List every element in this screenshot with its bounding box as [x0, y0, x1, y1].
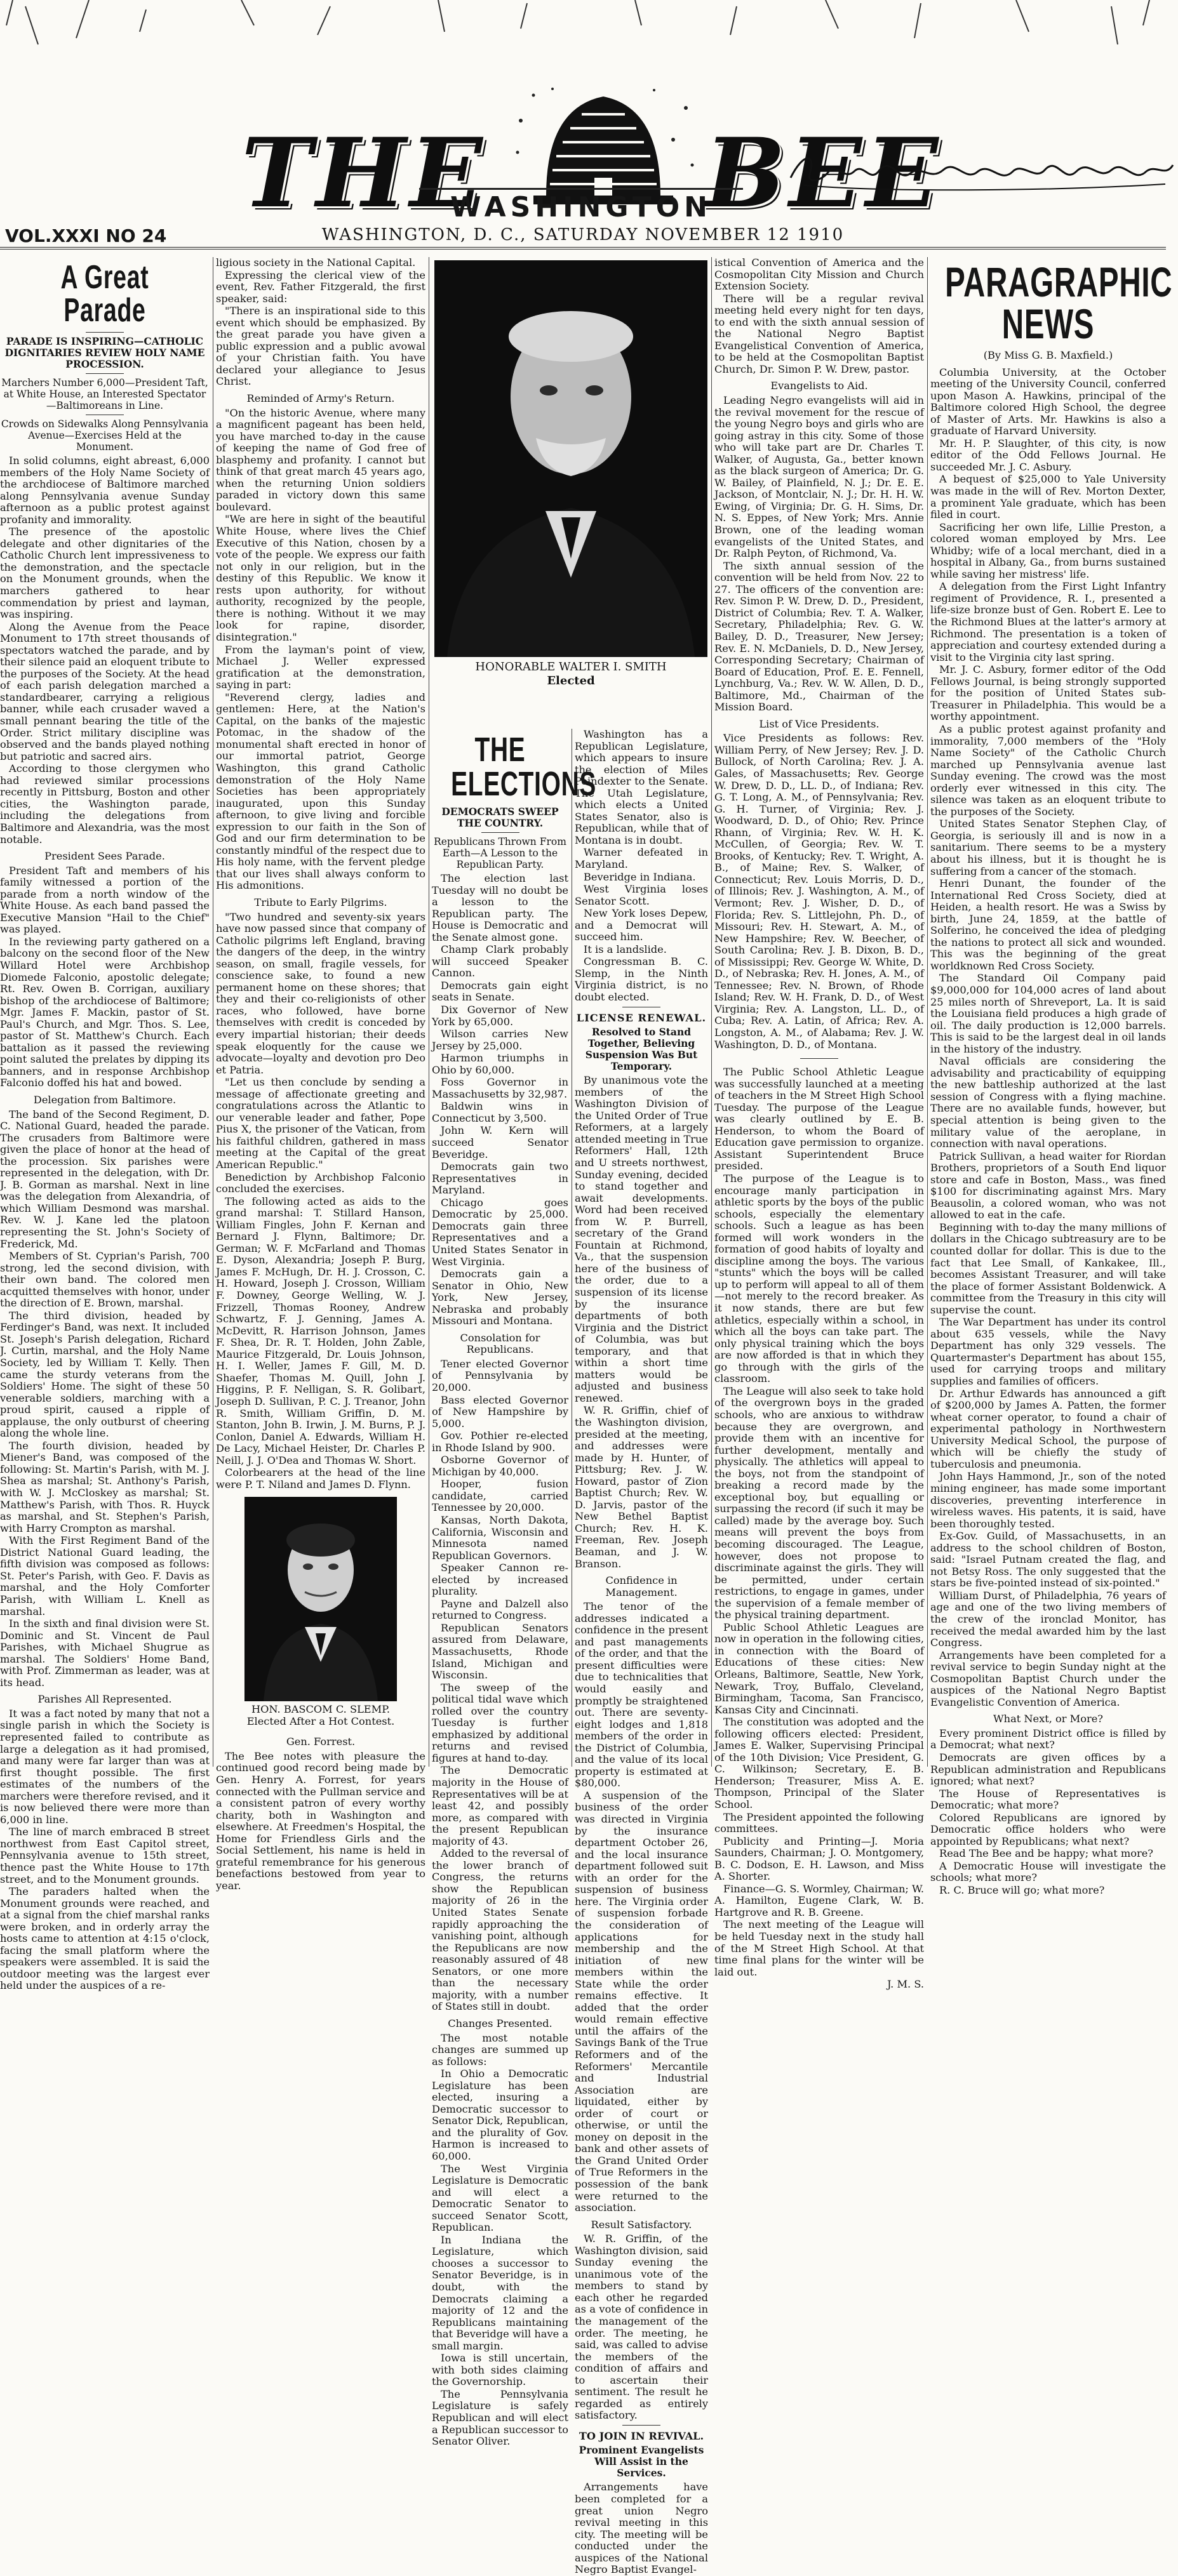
paragraph: The Standard Oil Company paid $9,000,000 for 104,000 acres of land about 25 miles north of Shreveport, La. It is said the Louisiana field produces a high grade of oil. The daily production is 12,000 barrels. This is said to be the largest deal in oil lands in the history of the industry.: [930, 972, 1166, 1055]
paragraph: Dix Governor of New York by 65,000.: [432, 1004, 568, 1028]
subheading: Parishes All Represented.: [37, 1693, 172, 1706]
paragraph: John Hays Hammond, Jr., son of the noted mining engineer, has made some important discoveries, preventing interference in wireless waves. His patents, it is said, have been thoroughly tested.: [930, 1470, 1166, 1530]
paragraph: Benediction by Archbishop Falconio concluded the exercises.: [216, 1171, 425, 1195]
paragraph: W. R. Griffin, of the Washington division, said Sunday evening the unanimous vote of the members to stand by each other he regarded as a vote of confidence in the management of the order. The meeting, he said, was called to advise the members of the condition of affairs and to ascertain their sentiment. The result he regarded as entirely satisfactory.: [575, 2233, 708, 2422]
paragraph: The purpose of the League is to encourage manly participation in athletic sports by the boys of the public schools, especially the elementary schools. Such a league as has been formed will work wonders in the formation of good habits of loyalty and discipline among the boys. The various "stunts" which the boys will be called up to perform will appeal to all of them—not merely to the record breaker. As it now stands, there are but few athletics, especially within a school, in which all the boys can take part. The only physical training which the boys are now afforded is that in which they go through with the girls of the classroom.: [714, 1172, 924, 1385]
paragraph: Along the Avenue from the Peace Monument to 17th street thousands of spectators watched the parade, and by their silence paid an eloquent tribute to the purposes of the Society. At the head of each parish delegation marched a standardbearer, carrying a religious banner, while each crusader waved a small pennant bearing the title of the Order. Strict military discipline was observed and the bands played nothing but patriotic and sacred airs.: [0, 620, 210, 762]
paragraph: Dr. Arthur Edwards has announced a gift of $200,000 by James A. Patten, the former wheat corner operator, to found a chair of experimental pathology in Northwestern University Medical School, the purpose of which will be chiefly the study of tuberculosis and pneumonia.: [930, 1387, 1166, 1470]
subheading: List of Vice Presidents.: [759, 717, 880, 730]
paragraph: Kansas, North Dakota, California, Wisconsin and Minnesota named Republican Governors.: [432, 1513, 568, 1562]
paragraph: New York loses Depew, and a Democrat will succeed him.: [575, 907, 708, 943]
stray-ink-marks: [0, 0, 1166, 76]
paragraph: Added to the reversal of the lower branch of Congress, the returns show the Republican majority of 26 in the United States Senate rapidly approaching the vanishing point, although the Republicans are now reasonably assured of 48 Senators, or one more than the necessary majority, with a number of States still in doubt.: [432, 1847, 568, 2013]
paragraph: "On the historic Avenue, where many a magnificent pageant has been held, you have marched to-day in the cause of keeping the name of God free of blasphemy and profanity. I cannot but think of that great march 45 years ago, when the returning Union soldiers paraded in victory down this same boulevard.: [216, 406, 425, 513]
divider: [622, 2425, 660, 2426]
divider: [86, 373, 124, 374]
paragraph: Republican Senators assured from Delaware, Massachusetts, Rhode Island, Michigan and Wisconsin.: [432, 1621, 568, 1682]
byline: (By Miss G. B. Maxfield.): [983, 349, 1113, 361]
headline: THE ELECTIONS: [451, 731, 597, 803]
paragraph: The fourth division, headed by Miener's Band, was composed of the following: St. Martin's Parish, with M. J. Shea as marshal; St. Anthony's Parish, with W. J. McCloskey as marshal; St. Matthew's Parish, with Thos. R. Huyck as marshal, and St. Stephen's Parish, with Harry Crompton as marshal.: [0, 1439, 210, 1534]
paragraph: Iowa is still uncertain, with both sides claiming the Governorship.: [432, 2352, 568, 2388]
paragraph: According to those clergymen who had reviewed similar processions recently in Pittsburg, Boston and other cities, the Washington parade, including the delegations from Baltimore and Alexandria, was the most notable.: [0, 762, 210, 846]
deck: Prominent Evangelists Will Assist in the Services.: [579, 2444, 704, 2480]
paragraph: The House of Representatives is Democratic; what more?: [930, 1787, 1166, 1812]
paragraph: The third division, headed by Ferdinger's Band, was next. It included St. Joseph's Parish delegation, Richard J. Curtin, marshal, and the Holy Name Society, led by William T. Kelly. Then came the sturdy veterans from the Soldiers' Home. The sight of these 50 venerable soldiers, marching with a proud spirit, caused a ripple of applause, the only outburst of cheering along the whole line.: [0, 1309, 210, 1440]
paragraph: The Pennsylvania Legislature is safely Republican and will elect a Republican successor to Senator Oliver.: [432, 2387, 568, 2448]
paragraph: Gov. Pothier re-elected in Rhode Island by 900.: [432, 1430, 568, 1454]
paragraph: Patrick Sullivan, a head waiter for Riordan Brothers, proprietors of a South End liquor store and cafe in Boston, Mass., was fined $100 for discriminating against Mrs. Mary Beausolin, a colored woman, who was not allowed to eat in the cafe.: [930, 1150, 1166, 1221]
headline: A Great Parade: [60, 259, 149, 329]
paragraph: In the reviewing party gathered on a balcony on the second floor of the New Willard Hotel were Archbishop Diomede Falconio, apostolic delegate; Rt. Rev. Owen B. Corrigan, auxiliary bishop of the archdiocese of Baltimore; Mgr. James F. Mackin, pastor of St. Paul's Church, and Mgr. Thos. S. Lee, pastor of St. Matthew's Church. Each battalion as it passed the reviewing point saluted the prelates by dipping its banners, and in response Archbishop Falconio doffed his hat and bowed.: [0, 935, 210, 1089]
paragraph: Harmon triumphs in Ohio by 60,000.: [432, 1052, 568, 1076]
paragraph: Tener elected Governor of Pennsylvania by 20,000.: [432, 1357, 568, 1393]
portrait-caption-name: HONORABLE WALTER I. SMITH: [475, 660, 667, 674]
paragraph: "Reverend clergy, ladies and gentlemen: Here, at the Nation's Capital, on the banks of the majestic Potomac, in the shadow of the monumental shaft erected in honor of our immortal patriot, George Washington, this grand Catholic demonstration of the Holy Name Societies has been appropriately inaugurated, upon this Sunday afternoon, to give living and forcible expression to our faith in the Son of God and our firm determination to be constantly mindful of the respect due to His holy name, with the fervent pledge that our lives shall always conform to His admonitions.: [216, 691, 425, 892]
paragraph: The election last Tuesday will no doubt be a lesson to the Republican party. The House is Democratic and the Senate almost gone.: [432, 872, 568, 943]
paragraph: The West Virginia Legislature is Democratic and will elect a Democratic Senator to succeed Senator Scott, Republican.: [432, 2162, 568, 2234]
paragraph: "There is an inspirational side to this event which should be emphasized. By the great parade you have given a public expression and a public avowal of your Christian faith. You have declared your allegiance to Jesus Christ.: [216, 305, 425, 388]
paragraph: Baldwin wins in Connecticut by 3,500.: [432, 1100, 568, 1124]
paragraph: Congressman B. C. Slemp, in the Ninth Virginia district, is no doubt elected.: [575, 955, 708, 1004]
paragraph: ligious society in the National Capital.: [216, 256, 416, 269]
paragraph: Mr. H. P. Slaughter, of this city, is now editor of the Odd Fellows Journal. He succeeded Mr. J. C. Asbury.: [930, 437, 1166, 473]
portrait-walter-smith-image: [434, 260, 707, 657]
paragraph: The line of march embraced B street northwest from East Capitol street, Pennsylvania avenue to 15th street, thence past the White House to 17th street, and to the Monument grounds.: [0, 1826, 210, 1885]
paragraph: It is a landslide.: [584, 943, 667, 955]
paragraph: The tenor of the addresses indicated a confidence in the present and past managements of the order, and that the present difficulties were due to technicalities that would easily and promptly be straightened out. There are seventy-eight lodges and 1,818 members of the order in the District of Columbia, and the value of its local property is estimated at $80,000.: [575, 1600, 708, 1789]
paragraph: "Two hundred and seventy-six years have now passed since that company of Catholic pilgrims left England, braving the dangers of the deep, in the wintry season, on small, fragile vessels, for conscience sake, to found a new permanent home on these shores; that they and their co-religionists of other races, who followed, have borne themselves with credit is conceded by every impartial historian; their deeds speak eloquently for the cause we advocate—loyalty and devotion pro Deo et Patria.: [216, 910, 425, 1076]
paragraph: By unanimous vote the members of the Washington Division of the United Order of True Reformers, at a largely attended meeting in True Reformers' Hall, 12th and U streets northwest, Sunday evening, decided to stand together and await developments. Word had been received from W. P. Burrell, secretary of the Grand Fountain at Richmond, Va., that the suspension here of the business of the order, due to a suspension of its license by the insurance departments of both Virginia and the District of Columbia, was but temporary, and that within a short time matters would be adjusted and business renewed.: [575, 1074, 708, 1404]
paragraph: Arrangements have been completed for a revival service to begin Sunday night at the Cosmopolitan Baptist Church under the auspices of the National Negro Baptist Evangelistic Convention of America.: [930, 1649, 1166, 1708]
paragraph: R. C. Bruce will go; what more?: [939, 1884, 1105, 1896]
paragraph: Democrats are given offices by a Republican administration and Republicans ignored; what next?: [930, 1751, 1166, 1788]
paragraph: The presence of the apostolic delegate and other dignitaries of the Catholic Church lent impressiveness to the demonstration, and the spectacle on the Monument grounds, when the marchers gathered to hear commendation by priest and layman, was inspiring.: [0, 526, 210, 621]
paragraph: In the sixth and final division were St. Dominic and St. Vincent de Paul Parishes, with Michael Shugrue as marshal. The Soldiers' Home Band, with Prof. Zimmerman as leader, was at its head.: [0, 1617, 210, 1689]
article-parade-continued: [216, 256, 425, 1892]
paragraph: Ex-Gov. Guild, of Massachusetts, in an address to the school children of Boston, said: "Israel Putnam created the flag, and not Betsy Ross. The only suggested that the stars be five-pointed instead of six-pointed.": [930, 1530, 1166, 1590]
paragraph: Warner defeated in Maryland.: [575, 846, 708, 871]
subheading: President Sees Parade.: [44, 850, 165, 863]
paragraph: The League will also seek to take hold of the overgrown boys in the graded schools, who are anxious to withdraw because they are overgrown, and provide them with an incentive for further development, mentally and physically. The athletics will appeal to the boys, not from the standpoint of breaking a record made by the exceptional boy, but equalling or surpassing the record (if such it may be called) made by the average boy. Such means will prevent the boys from becoming discouraged. The League, however, does not propose to discriminate against the girls. They will be permitted, under certain restrictions, to engage in games, under the supervision of a female member of the physical training department.: [714, 1384, 924, 1621]
paragraph: Naval officials are considering the advisability and practicability of equipping the new battleship authorized at the last session of Congress with a flying machine. There are no available funds, however, but special attention is being given to the military value of the aeroplane, in connection with naval operations.: [930, 1055, 1166, 1150]
paragraph: A suspension of the business of the order was directed in Virginia by the insurance department October 26, and the local insurance department followed suit with an order for the suspension of business here. The Virginia order of suspension forbade the consideration of applications for membership and the initiation of new members within the State while the order remains effective. It added that the order would remain effective until the affairs of the Savings Bank of the True Reformers and of the Reformers' Mercantile and Industrial Association are liquidated, either by order of court or otherwise, or until the money on deposit in the bank and other assets of the Grand United Order of True Reformers in the possession of the bank were returned to the association.: [575, 1789, 708, 2214]
paragraph: Chicago goes Democratic by 25,000. Democrats gain three Representatives and a United States Senator in West Virginia.: [432, 1196, 568, 1268]
paragraph: istical Convention of America and the Cosmopolitan City Mission and Church Extension Society.: [714, 256, 924, 293]
divider: [86, 332, 124, 333]
portrait-slemp-image: [244, 1497, 397, 1701]
paragraph: Osborne Governor of Michigan by 40,000.: [432, 1454, 568, 1478]
paragraph: William Durst, of Philadelphia, 76 years of age and one of the two living members of the crew of the ironclad Monitor, has received the medal awarded him by the last Congress.: [930, 1589, 1166, 1649]
author-initials: J. M. S.: [887, 1978, 924, 1991]
deck: Marchers Number 6,000—President Taft, at White House, an Interested Spectator—Baltimoreans in Line.: [1, 377, 208, 411]
article-revival-and-athletics: [714, 256, 924, 1991]
paragraph: Expressing the clerical view of the event, Rev. Father Fitzgerald, the first speaker, said:: [216, 269, 425, 305]
paragraph: A Democratic House will investigate the schools; what more?: [930, 1859, 1166, 1884]
paragraph: Beginning with to-day the many millions of dollars in the Chicago subtreasury are to be counted dollar for dollar. This is due to the fact that Lee Small, of Kankakee, Ill., becomes Assistant Treasurer, and will take the place of former Assistant Boldenwick. A committee from the Treasury in this city will supervise the count.: [930, 1221, 1166, 1316]
paragraph: "We are here in sight of the beautiful White House, where lives the Chief Executive of this Nation, chosen by a vote of the people. We express our faith not only in our religion, but in the destiny of this Republic. We know it rests upon authority, for without authority, recognized by the people, there is nothing. Without it we may look for rapine, disorder, disintegration.": [216, 513, 425, 643]
article-paragraphic-news: [930, 257, 1173, 1896]
subheading: Confidence in Management.: [605, 1574, 678, 1598]
paragraph: In solid columns, eight abreast, 6,000 members of the Holy Name Society of the archdiocese of Baltimore marched along Pennsylvania avenue Sunday afternoon as a public protest against profanity and immorality.: [0, 455, 210, 526]
paragraph: Democrats gain two Representatives in Maryland.: [432, 1160, 568, 1197]
article-great-parade: [0, 257, 210, 1992]
paragraph: Speaker Cannon re-elected by increased plurality.: [432, 1562, 568, 1598]
column-rule: [927, 257, 928, 1767]
paragraph: Beveridge in Indiana.: [584, 870, 696, 883]
subheading: Reminded of Army's Return.: [246, 392, 395, 405]
paragraph: From the layman's point of view, Michael J. Weller expressed gratification at the demonstration, saying in part:: [216, 643, 425, 691]
masthead-city: WASHINGTON: [419, 188, 743, 223]
paragraph: In Indiana the Legislature, which chooses a successor to Senator Beveridge, is in doubt, with the Democrats claiming a majority of 12 and the Republicans maintaining that Beveridge will have a small margin.: [432, 2233, 568, 2352]
paragraph: The band of the Second Regiment, D. C. National Guard, headed the parade. The crusaders from Baltimore were given the place of honor at the head of the procession. Six parishes were represented in the delegation, with Dr. J. B. Gorman as marshal. Next in line was the delegation from Alexandria, of which William Desmond was marshal. Rev. W. J. Kane led the platoon representing the St. John's Society of Frederick, Md.: [0, 1108, 210, 1250]
paragraph: Leading Negro evangelists will aid in the revival movement for the rescue of the young Negro boys and girls who are going astray in this city. Some of those who will take part are Dr. Charles T. Walker, of Augusta, Ga., better known as the black surgeon of America; Dr. G. W. Bailey, of Plainfield, N. J.; Dr. E. E. Jackson, of Montclair, N. J.; Dr. H. H. W. Ewing, of Virginia; Dr. G. H. Sims, Dr. N. S. Eppes, of New York; Mrs. Annie Brown, one of the leading woman evangelists of the United States, and Dr. Ralph Peyton, of Richmond, Va.: [714, 394, 924, 560]
divider: [481, 832, 519, 833]
portrait-caption: [434, 660, 707, 688]
article-the-elections: [432, 729, 597, 2448]
paragraph: The Democratic majority in the House of Representatives will be at least 42, and possibly more, as compared with the present Republican majority of 43.: [432, 1764, 568, 1847]
paragraph: W. R. Griffin, chief of the Washington division, presided at the meeting, and addresses were made by H. Hunter, of Pittsburg; Rev. J. W. Howard, pastor of Zion Baptist Church; Rev. W. D. Jarvis, pastor of the New Bethel Baptist Church; Rev. H. K. Freeman, Rev. Joseph Beaman, and J. W. Branson.: [575, 1404, 708, 1570]
headline: LICENSE RENEWAL.: [576, 1011, 707, 1024]
paragraph: "Let us then conclude by sending a message of affectionate greeting and congratulations across the Atlantic to our venerable leader and father, Pope Pius X, the prisoner of the Vatican, from his faithful children, gathered in mass meeting at the Capital of the great American Republic.": [216, 1076, 425, 1171]
subheading: Consolation for Republicans.: [460, 1331, 540, 1356]
paragraph: Foss Governor in Massachusetts by 32,987.: [432, 1076, 568, 1100]
paragraph: The most notable changes are summed up as follows:: [432, 2031, 568, 2068]
subheading: Tribute to Early Pilgrims.: [254, 896, 387, 908]
paragraph: The paraders halted when the Monument grounds were reached, and at a signal from the chief marshal ranks were broken, and in orderly array the hosts came to attention at 4:15 o'clock, facing the small platform where the speakers were assembled. It is said the outdoor meeting was the largest ever held under the auspices of a re-: [0, 1885, 210, 1992]
paragraph: Members of St. Cyprian's Parish, 700 strong, led the second division, with their own band. The colored men acquitted themselves with honor, under the direction of E. Brown, marshal.: [0, 1250, 210, 1310]
article-license-renewal: [575, 728, 708, 2576]
paragraph: There will be a regular revival meeting held every night for ten days, to end with the sixth annual session of the National Negro Baptist Evangelistical Convention of America, to be held at the Cosmopolitan Baptist Church, Dr. Simon P. W. Drew, pastor.: [714, 292, 924, 375]
paragraph: Sacrificing her own life, Lillie Preston, a colored woman employed by Mrs. Lee Whidby; wife of a local merchant, died in a hospital in Albany, Ga., from burns sustained while saving her mistress' life.: [930, 521, 1166, 580]
divider: [800, 1058, 838, 1059]
volume-number: VOL.XXXI NO 24: [5, 225, 167, 246]
masthead: [0, 0, 1166, 251]
paragraph: President Taft and members of his family witnessed a portion of the parade from a north window of the White House. As each band passed the Executive Mansion "Hail to the Chief" was played.: [0, 864, 210, 936]
paragraph: Champ Clark probably will succeed Speaker Cannon.: [432, 943, 568, 979]
deck: PARADE IS INSPIRING—CATHOLIC DIGNITARIES REVIEW HOLY NAME PROCESSION.: [4, 335, 205, 370]
deck: Republicans Thrown From Earth—A Lesson to the Republican Party.: [434, 836, 566, 870]
portrait-caption-sub: Elected: [547, 674, 595, 687]
paragraph: Democrats gain eight seats in Senate.: [432, 979, 568, 1004]
paragraph: United States Senator Stephen Clay, of Georgia, is seriously ill and is now in a sanitarium. There seems to be a mystery about his illness, but it is thought he is suffering from a cancer of the stomach.: [930, 818, 1166, 877]
subheading: Changes Presented.: [448, 2017, 552, 2029]
paragraph: West Virginia loses Senator Scott.: [575, 883, 708, 907]
paragraph: Vice Presidents as follows: Rev. William Perry, of New Jersey; Rev. J. D. Bullock, of North Carolina; Rev. J. A. Gales, of Massachusetts; Rev. George W. Drew, D. D., LL. D., of Indiana; Rev. G. T. Long, A. M., of Pennsylvania; Rev. G. H. Turner, of Virginia; Rev. J. Woodward, D. D., of Ohio; Rev. Prince Rhann, of Virginia; Rev. W. H. K. McCullen, of Georgia; Rev. W. T. Brooks, of Kentucky; Rev. T. Wright, A. B., of Maine; Rev. S. Walker, of Connecticut; Rev. Louis Morris, D. D., of Illinois; Rev. J. Washington, A. M., of Vermont; Rev. J. Wisher, D. D., of Florida; Rev. S. Littlejohn, Ph. D., of Missouri; Rev. H. Stewart, A. M., of New Hampshire; Rev. W. Beecher, of South Carolina; Rev. J. B. Dixon, B. D., of Mississippi; Rev. George W. White, D. D., of Nebraska; Rev. H. Jones, A. M., of Tennessee; Rev. N. Brown, of Rhode Island; Rev. W. H. Frank, D. D., of West Virginia; Rev. A. Langston, LL. D., of Cuba; Rev. A. Latin, of Africa; Rev. A. Longston, A. M., of Alabama; Rev. J. W. Washington, D. D., of Montana.: [714, 732, 924, 1051]
issue-date: WASHINGTON, D. C., SATURDAY NOVEMBER 12 1910: [321, 225, 845, 244]
paragraph: Columbia University, at the October meeting of the University Council, conferred upon Mason A. Hawkins, principal of the Baltimore colored High School, the degree of Master of Arts. Mr. Hawkins is also a graduate of Harvard University.: [930, 366, 1166, 437]
paragraph: In Ohio a Democratic Legislature has been elected, insuring a Democratic successor to Senator Dick, Republican, and the plurality of Gov. Harmon is increased to 60,000.: [432, 2068, 568, 2162]
subheading: Evangelists to Aid.: [770, 380, 868, 392]
paragraph: Henri Dunant, the founder of the International Red Cross Society, died at Heiden, a health resort. He was a Swiss by birth, June 24, 1859, at the battle of Solferino, he conceived the idea of pledging the nations to protect all sick and wounded. This was the beginning of the great worldknown Red Cross Society.: [930, 877, 1166, 972]
subheading: Delegation from Baltimore.: [33, 1093, 177, 1106]
paragraph: Finance—G. S. Wormley, Chairman; W. A. Hamilton, Eugene Clark, W. B. Hartgrove and R. B. Greene.: [714, 1882, 924, 1918]
subheading: Gen. Forrest.: [286, 1736, 356, 1748]
paragraph: The sixth annual session of the convention will be held from Nov. 22 to 27. The officers of the convention are: Rev. Simon P. W. Drew, D. D., President, District of Columbia; Rev. T. A. Walker, Secretary, Philadelphia; Rev. G. W. Bailey, D. D., Treasurer, New Jersey; Rev. E. N. McDaniels, D. D., New Jersey, Corresponding Secretary; Chairman of Board of Education, Prof. E. E. Fennell, Lynchburg, Va.; Rev. W. W. Allen, D. D., Baltimore, Md., Chairman of the Mission Board.: [714, 559, 924, 714]
paragraph: Washington has a Republican Legislature, which appears to insure the election of Miles Poindexter to the Senate. The Utah Legislature, which elects a United States Senator, also is Republican, while that of Montana is in doubt.: [575, 728, 708, 846]
paragraph: Public School Athletic Leagues are now in operation in the following cities, in connection with the Board of Educations of these cities: New Orleans, Baltimore, Seattle, New York, Newark, Troy, Buffalo, Cleveland, Birmingham, Tacoma, San Francisco, Kansas City and Cincinnati.: [714, 1621, 924, 1716]
paragraph: A bequest of $25,000 to Yale University was made in the will of Rev. Morton Dexter, a prominent Yale graduate, which has been filed in court.: [930, 473, 1166, 521]
paragraph: Wilson carries New Jersey by 25,000.: [432, 1028, 568, 1052]
dateline-bar: [0, 225, 1166, 249]
paragraph: Mr. J. C. Asbury, former editor of the Odd Fellows Journal, is being strongly supported for the position of United States sub-Treasurer in Philadelphia. This would be a worthy appointment.: [930, 663, 1166, 723]
paragraph: The constitution was adopted and the following officers elected: President, James E. Walker, Supervising Principal of the 10th Division; Vice President, G. C. Wilkinson; Secretary, E. B. Henderson; Treasurer, Miss A. E. Thompson, Principal of the Slater School.: [714, 1716, 924, 1810]
column-rule: [711, 257, 712, 1767]
subheading: What Next, or More?: [993, 1713, 1103, 1725]
paragraph: The next meeting of the League will be held Tuesday next in the study hall of the M Street High School. At that time final plans for the winter will be laid out.: [714, 1918, 924, 1978]
paragraph: Democrats gain a Senator in Ohio, New York, New Jersey, Nebraska and probably Missouri and Montana.: [432, 1268, 568, 1327]
paragraph: The sweep of the political tidal wave which rolled over the country Tuesday is further emphasized by additional returns and revised figures at hand to-day.: [432, 1681, 568, 1764]
paragraph: Colored Republicans are ignored by Democratic office holders who were appointed by Republicans; what next?: [930, 1811, 1166, 1847]
deck: Resolved to Stand Together, Believing Suspension Was But Temporary.: [585, 1026, 698, 1073]
paragraph: Hooper, fusion candidate, carried Tennessee by 20,000.: [432, 1478, 568, 1514]
headline: PARAGRAPHIC NEWS: [945, 258, 1173, 347]
paragraph: Colorbearers at the head of the line were P. T. Niland and James D. Flynn.: [216, 1466, 425, 1490]
paragraph: It was a fact noted by many that not a single parish in which the Society is represented failed to contribute as large a delegation as it had promised, and many were far larger than was at first thought possible. The first estimates of the numbers of the marchers were therefore revised, and it is now believed there were more than 6,000 in line.: [0, 1707, 210, 1826]
paragraph: Payne and Dalzell also returned to Congress.: [432, 1597, 568, 1622]
paragraph: John W. Kern will succeed Senator Beveridge.: [432, 1124, 568, 1160]
paragraph: The Bee notes with pleasure the continued good record being made by Gen. Henry A. Forrest, for years connected with the Pullman service and a consistent patron of every worthy charity, both in Washington and elsewhere. At Freedmen's Hospital, the Home for Friendless Girls and the Social Settlement, his name is held in grateful remembrance for his generous benefactions bestowed from year to year.: [216, 1749, 425, 1892]
paragraph: Bass elected Governor of New Hampshire by 5,000.: [432, 1393, 568, 1430]
paragraph: With the First Regiment Band of the District National Guard leading, the fifth division was composed as follows: St. Peter's Parish, with Geo. F. Davis as marshal, and the Holy Comforter Parish, with William L. Knell as marshal.: [0, 1534, 210, 1617]
paragraph: The following acted as aids to the grand marshal: T. Stillard Hanson, William Fingles, John F. Kernan and Bernard J. Flynn, Baltimore; Dr. German; W. F. McFarland and Thomas E. Dyson, Alexandria; Joseph P. Burg, James F. McHugh, Dr. H. J. Crosson, C. H. Howard, Joseph J. Crosson, William F. Downey, George Welling, W. J. Frizzell, Thomas Rooney, Andrew Schwartz, F. J. Genning, James A. McDevitt, R. Harrison Johnson, James F. Shea, Dr. R. T. Holden, John Zable, Maurice Fitzgerald, Dr. Louis Johnson, H. I. Weller, James F. Gill, M. D. Shaefer, Thomas M. Quill, John J. Higgins, P. F. Nelligan, S. R. Golibart, Joseph D. Sullivan, P. C. J. Treanor, John R. Smith, William Griffin, D. M. Stanton, John B. Irwin, J. M. Burns, P. J. Conlon, Daniel A. Edwards, William H. De Lacy, Michael Heister, Dr. Charles P. Neill, J. J. O'Dea and Thomas W. Short.: [216, 1195, 425, 1466]
portrait-slemp: [244, 1497, 397, 1701]
deck: DEMOCRATS SWEEP THE COUNTRY.: [441, 806, 559, 829]
paragraph: As a public protest against profanity and immorality, 7,000 members of the "Holy Name Society" of the Catholic Church marched up Pennsylvania avenue last Sunday evening. The crowd was the most orderly ever witnessed in this city. The silence was taken as an eloquent tribute to the purposes of the Society.: [930, 722, 1166, 818]
photo-caption: HON. BASCOM C. SLEMP.: [251, 1703, 390, 1716]
paragraph: Every prominent District office is filled by a Democrat; what next?: [930, 1727, 1166, 1751]
photo-caption-sub: Elected After a Hot Contest.: [246, 1715, 395, 1727]
paragraph: The President appointed the following committees.: [714, 1810, 924, 1835]
headline: TO JOIN IN REVIVAL.: [579, 2429, 704, 2442]
congressional-library-signature: [784, 146, 1178, 197]
paragraph: Publicity and Printing—J. Moria Saunders, Chairman; J. O. Montgomery, B. C. Dodson, E. H. Lawson, and Miss A. Shorter.: [714, 1835, 924, 1883]
portrait-walter-smith: [434, 260, 707, 657]
paragraph: Read The Bee and be happy; what more?: [939, 1847, 1153, 1860]
masthead-title-bee: BEE: [705, 117, 942, 229]
paragraph: The Public School Athletic League was successfully launched at a meeting of teachers in the M Street High School Tuesday. The purpose of the League was clearly outlined by E. B. Henderson, to whom the Board of Education gave permission to organize. Assistant Superintendent Bruce presided.: [714, 1066, 924, 1172]
paragraph: The War Department has under its control about 635 vessels, while the Navy Department has only 329 vessels. The Quartermaster's Department has about 155, used for carrying troops and military supplies and families of officers.: [930, 1316, 1166, 1388]
deck: Crowds on Sidewalks Along Pennsylvania Avenue—Exercises Held at the Monument.: [1, 418, 209, 453]
paragraph: Arrangements have been completed for a great union Negro revival meeting in this city. The meeting will be conducted under the auspices of the National Negro Baptist Evangel-: [575, 2481, 708, 2576]
masthead-title-the: THE: [241, 117, 486, 229]
paragraph: A delegation from the First Light Infantry regiment of Providence, R. I., presented a life-size bronze bust of Gen. Robert E. Lee to the Richmond Blues at the latter's armory at Richmond. The presentation is a token of appreciation and courtesy extended during a visit to the Virginia city last spring.: [930, 580, 1166, 663]
subheading: Result Satisfactory.: [591, 2218, 692, 2231]
